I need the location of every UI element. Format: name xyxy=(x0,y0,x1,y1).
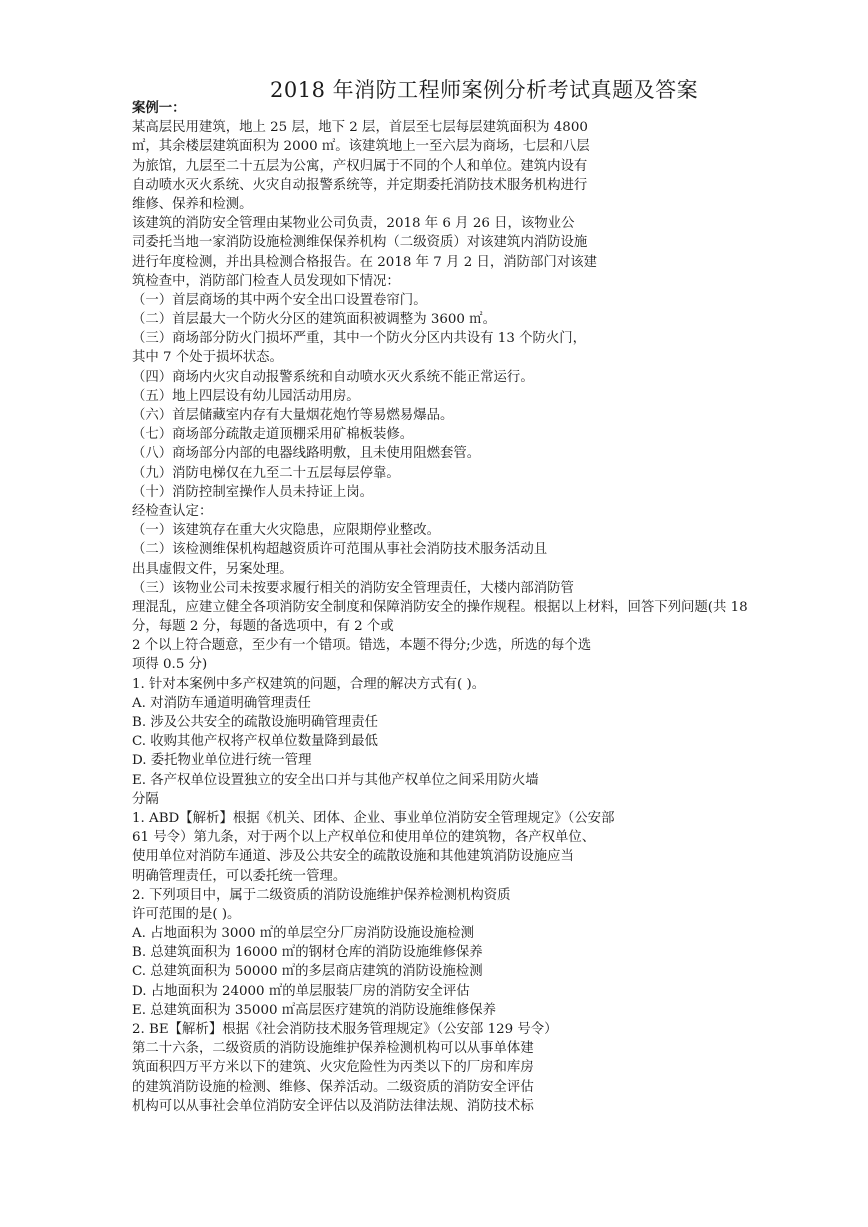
document-body xyxy=(132,99,852,1116)
text-line: B. 涉及公共安全的疏散设施明确管理责任 xyxy=(132,715,378,730)
text-line: 自动喷水灭火系统、火灾自动报警系统等，并定期委托消防技术服务机构进行 xyxy=(132,177,588,193)
text-line: 项得 0.5 分) xyxy=(132,657,208,673)
text-line: 该建筑的消防安全管理由某物业公司负责，2018 年 6 月 26 日，该物业公 xyxy=(132,216,575,232)
text-line: 2 个以上符合题意，至少有一个错项。错选，本题不得分;少选，所选的每个选 xyxy=(132,638,592,654)
text-line: （九）消防电梯仅在九至二十五层每层停靠。 xyxy=(132,465,400,481)
text-line: 机构可以从事社会单位消防安全评估以及消防法律法规、消防技术标 xyxy=(132,1098,534,1114)
text-line: 出具虚假文件，另案处理。 xyxy=(132,561,293,577)
text-line: （三）该物业公司未按要求履行相关的消防安全管理责任，大楼内部消防管 xyxy=(132,580,574,596)
text-line: （一）该建筑存在重大火灾隐患，应限期停业整改。 xyxy=(132,523,440,539)
text-line: （三）商场部分防火门损坏严重，其中一个防火分区内共设有 13 个防火门， xyxy=(132,331,587,347)
text-line: （二）该检测维保机构超越资质许可范围从事社会消防技术服务活动且 xyxy=(132,542,548,558)
text-line: 61 号令）第九条，对于两个以上产权单位和使用单位的建筑物，各产权单位、 xyxy=(132,830,596,846)
text-line: ㎡，其余楼层建筑面积为 2000 ㎡。该建筑地上一至六层为商场，七层和八层 xyxy=(132,139,590,155)
text-line: 进行年度检测，并出具检测合格报告。在 2018 年 7 月 2 日，消防部门对该建 xyxy=(132,254,597,270)
text-line: 为旅馆，九层至二十五层为公寓，产权归属于不同的个人和单位。建筑内设有 xyxy=(132,158,588,174)
text-line: E. 总建筑面积为 35000 ㎡高层医疗建筑的消防设施维修保养 xyxy=(132,1002,496,1018)
text-line: （十）消防控制室操作人员未持证上岗。 xyxy=(132,484,374,500)
text-line: C. 总建筑面积为 50000 ㎡的多层商店建筑的消防设施检测 xyxy=(132,964,483,980)
text-line: 的建筑消防设施的检测、维修、保养活动。二级资质的消防安全评估 xyxy=(132,1079,534,1095)
text-line: 司委托当地一家消防设施检测维保保养机构（二级资质）对该建筑内消防设施 xyxy=(132,235,588,251)
text-line: 第二十六条，二级资质的消防设施维护保养检测机构可以从事单体建 xyxy=(132,1041,534,1057)
text-line: （一）首层商场的其中两个安全出口设置卷帘门。 xyxy=(132,292,427,308)
text-line: 筑检查中，消防部门检查人员发现如下情况： xyxy=(132,273,400,289)
text-line: （六）首层储藏室内存有大量烟花炮竹等易燃易爆品。 xyxy=(132,408,454,423)
text-line: A. 对消防车通道明确管理责任 xyxy=(132,695,311,711)
text-line: 分，每题 2 分，每题的备选项中，有 2 个或 xyxy=(132,619,394,635)
text-line: B. 总建筑面积为 16000 ㎡的钢材仓库的消防设施维修保养 xyxy=(132,945,483,961)
text-line: 维修、保养和检测。 xyxy=(132,196,253,212)
text-line: 理混乱，应建立健全各项消防安全制度和保障消防安全的操作规程。根据以上材料，回答下列问题(共 18 xyxy=(132,599,748,615)
text-line: 2. BE【解析】根据《社会消防技术服务管理规定》（公安部 129 号令） xyxy=(132,1022,558,1037)
text-line: 1. ABD【解析】根据《机关、团体、企业、事业单位消防安全管理规定》（公安部 xyxy=(132,810,615,826)
text-line: 其中 7 个处于损坏状态。 xyxy=(132,350,283,366)
text-line: 使用单位对消防车通道、涉及公共安全的疏散设施和其他建筑消防设施应当 xyxy=(132,849,574,865)
text-line: 经检查认定： xyxy=(132,503,213,519)
text-line: E. 各产权单位设置独立的安全出口并与其他产权单位之间采用防火墙 xyxy=(132,772,539,788)
text-line: A. 占地面积为 3000 ㎡的单层空分厂房消防设施设施检测 xyxy=(132,926,474,942)
text-line: C. 收购其他产权将产权单位数量降到最低 xyxy=(132,734,378,750)
text-line: D. 委托物业单位进行统一管理 xyxy=(132,753,312,769)
section-heading: 案例一： xyxy=(132,100,186,116)
text-line: D. 占地面积为 24000 ㎡的单层服装厂房的消防安全评估 xyxy=(132,983,470,999)
text-line: （八）商场部分内部的电器线路明敷，且未使用阻燃套管。 xyxy=(132,446,481,462)
text-line: 明确管理责任，可以委托统一管理。 xyxy=(132,868,347,884)
text-line: 1. 针对本案例中多产权建筑的问题，合理的解决方式有( )。 xyxy=(132,676,486,692)
text-line: 2. 下列项目中，属于二级资质的消防设施维护保养检测机构资质 xyxy=(132,887,511,903)
text-line: （五）地上四层设有幼儿园活动用房。 xyxy=(132,388,360,404)
text-line: 筑面积四万平方米以下的建筑、火灾危险性为丙类以下的厂房和库房 xyxy=(132,1060,534,1076)
text-line: 某高层民用建筑，地上 25 层，地下 2 层，首层至七层每层建筑面积为 4800 xyxy=(132,120,588,136)
document-title: 2018 年消防工程师案例分析考试真题及答案 xyxy=(270,78,699,102)
text-line: （四）商场内火灾自动报警系统和自动喷水灭火系统不能正常运行。 xyxy=(132,369,534,385)
text-line: 许可范围的是( )。 xyxy=(132,906,241,922)
text-line: 分隔 xyxy=(132,791,159,807)
text-line: （二）首层最大一个防火分区的建筑面积被调整为 3600 ㎡。 xyxy=(132,312,496,328)
text-line: （七）商场部分疏散走道顶棚采用矿棉板装修。 xyxy=(132,427,414,443)
